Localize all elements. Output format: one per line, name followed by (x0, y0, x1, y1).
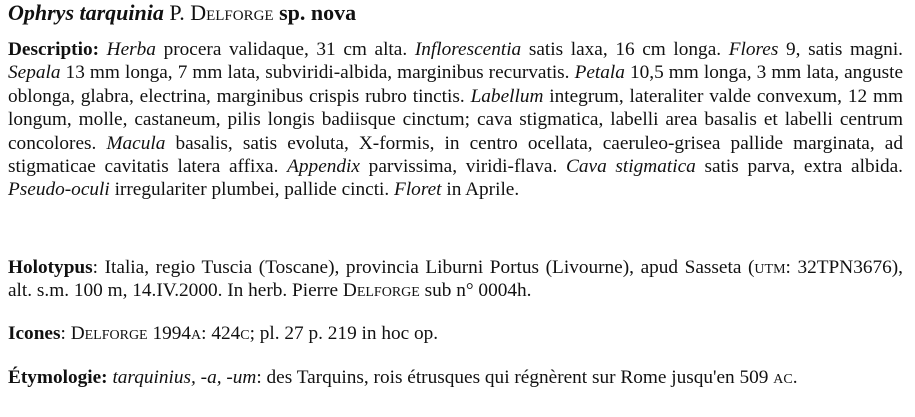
italic-term: Flores (728, 39, 779, 60)
species-heading (8, 0, 356, 26)
etymologie-label: Étymologie: (8, 367, 108, 388)
text-run: : (60, 323, 71, 344)
small-caps-term: ac (773, 367, 793, 388)
text-run: : 424 (201, 323, 241, 344)
italic-term: Macula (106, 132, 166, 154)
italic-term: Floret (394, 179, 442, 201)
text-run: irregulariter plumbei, pallide cincti. (109, 179, 395, 201)
text-run: 13 mm longa, 7 mm lata, subviridi-albida, marginibus recurvatis. (60, 62, 575, 84)
small-caps-term: Delforge (70, 323, 148, 344)
text-run: sub n° 0004h. (419, 280, 532, 302)
text-run: basalis, satis evoluta, X-formis, in centro ocellata, caeruleo-grisea pallide marginata, ad stigmaticae cavitatis latera affixa. (8, 132, 903, 178)
italic-term: tarquinius, -a, -um (112, 367, 257, 388)
etymologie-text (108, 367, 798, 388)
text-run: integrum, lateraliter valde convexum, 12 mm longum, molle, castaneum, pilis longis badiisque cinctum; cava stigmatica, labelli area basalis et labelli centrum concolores. (8, 85, 903, 154)
italic-term: Labellum (470, 85, 544, 107)
taxon-author: P. Delforge (169, 0, 274, 25)
text-run: ; pl. 27 p. 219 in hoc op. (249, 323, 439, 344)
text-run: : des Tarquins, rois étrusques qui régnèrent sur Rome jusqu'en 509 (256, 367, 774, 388)
text-run: parvissima, viridi-flava. (359, 156, 567, 178)
italic-term: Pseudo-oculi (8, 179, 110, 201)
text-run: . (792, 367, 798, 388)
icones-paragraph (8, 322, 903, 345)
text-run: satis parva, extra albida. (695, 156, 903, 178)
small-caps-term: Delforge (342, 280, 420, 302)
text-run: 1994 (147, 323, 192, 344)
italic-term: Appendix (287, 156, 360, 178)
icones-label: Icones (8, 323, 61, 344)
holotypus-paragraph (8, 256, 903, 303)
italic-term: Inflorescentia (414, 39, 522, 60)
text-run: procera validaque, 31 cm alta. (155, 39, 415, 60)
descriptio-paragraph (8, 38, 903, 202)
text-run (99, 39, 107, 60)
italic-term: Cava stigmatica (566, 156, 696, 178)
text-run: in Aprile. (441, 179, 520, 201)
descriptio-text (8, 39, 903, 200)
small-caps-term: a (191, 323, 202, 344)
text-run: : 32TPN3676), alt. s.m. 100 m, 14.IV.2000. In herb. Pierre (8, 257, 904, 302)
text-run: 10,5 mm longa, 3 mm lata, anguste oblonga, glabra, electrina, marginibus crispis rubro tinctis. (8, 62, 903, 107)
italic-term: Herba (106, 39, 156, 60)
holotypus-text (8, 257, 903, 301)
icones-text (61, 323, 439, 344)
text-run: : Italia, regio Tuscia (Toscane), provincia Liburni Portus (Livourne), apud Sasseta ( (92, 257, 755, 278)
text-run: 9, satis magni. (778, 39, 903, 60)
etymologie-paragraph (8, 366, 903, 389)
small-caps-term: utm (754, 257, 786, 278)
small-caps-term: c (240, 323, 250, 344)
text-run: satis laxa, 16 cm longa. (521, 39, 729, 60)
taxon-name: Ophrys tarquinia (8, 0, 164, 25)
taxon-status: sp. nova (279, 0, 357, 25)
italic-term: Sepala (8, 62, 61, 84)
holotypus-label: Holotypus (8, 257, 93, 278)
italic-term: Petala (574, 62, 625, 84)
descriptio-label: Descriptio: (8, 39, 100, 60)
